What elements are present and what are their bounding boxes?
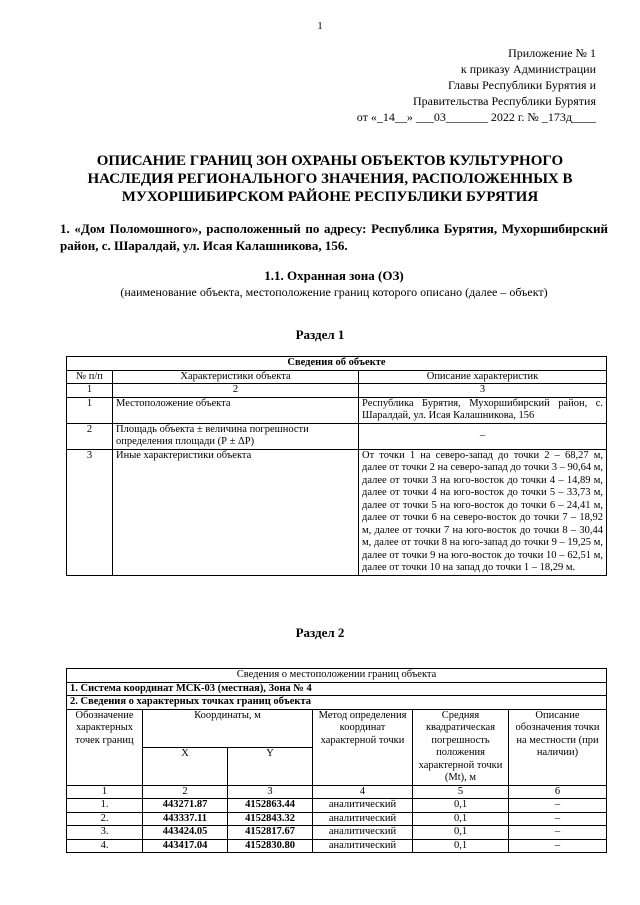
coord-y: 4152830.80 (228, 839, 313, 853)
error: 0,1 (413, 839, 509, 853)
table-row (67, 826, 607, 840)
coord-y: 4152843.32 (228, 812, 313, 826)
mark-description: – (509, 826, 607, 840)
error: 0,1 (413, 799, 509, 813)
page-number: 1 (317, 20, 323, 32)
table-row (67, 449, 607, 575)
header-cell: Описание обозначения точки на местности (при наличии) (509, 709, 607, 785)
coord-x: 443271.87 (143, 799, 228, 813)
column-number: 2 (143, 785, 228, 799)
appendix-block (357, 45, 596, 125)
mark-description: – (509, 799, 607, 813)
section2-title: Раздел 2 (295, 625, 345, 640)
zone-subtitle: (наименование объекта, местоположение границ которого описано (далее – объект) (120, 285, 548, 299)
appendix-date-line: от «_14__» ___03_______ 2022 г. № _173д____ (356, 110, 596, 124)
characteristic-name: Площадь объекта ± величина погрешности определения площади (Р ± ΔР) (113, 423, 359, 449)
point-id: 3. (67, 826, 143, 840)
method: аналитический (313, 812, 413, 826)
header-cell: Метод определения координат характерной точки (313, 709, 413, 785)
document-title: ОПИСАНИЕ ГРАНИЦ ЗОН ОХРАНЫ ОБЪЕКТОВ КУЛЬТУРНОГО НАСЛЕДИЯ РЕГИОНАЛЬНОГО ЗНАЧЕНИЯ, РАСПОЛОЖЕННЫХ В МУХОРШИБИРСКОМ РАЙОНЕ РЕСПУБЛИКИ БУРЯТИЯ (87, 153, 573, 205)
header-cell: № п/п (67, 370, 113, 384)
table-row (67, 423, 607, 449)
object-info-table (66, 356, 607, 576)
boundary-points-table (66, 668, 607, 853)
point-id: 1. (67, 799, 143, 813)
header-cell: Средняя квадратическая погрешность положения характерной точки (Mt), м (413, 709, 509, 785)
appendix-line: Главы Республики Бурятия и (448, 78, 596, 92)
characteristic-description: – (359, 423, 607, 449)
method: аналитический (313, 839, 413, 853)
error: 0,1 (413, 826, 509, 840)
coord-x: 443424.05 (143, 826, 228, 840)
header-cell: Обозначение характерных точек границ (67, 709, 143, 785)
table-title: Сведения о местоположении границ объекта (67, 669, 607, 683)
method: аналитический (313, 799, 413, 813)
header-cell: Характеристики объекта (113, 370, 359, 384)
point-id: 2. (67, 812, 143, 826)
column-number: 3 (228, 785, 313, 799)
appendix-line: Правительства Республики Бурятия (412, 94, 596, 108)
appendix-line: Приложение № 1 (508, 46, 596, 60)
table-row (67, 397, 607, 423)
characteristic-name: Местоположение объекта (113, 397, 359, 423)
row-number: 1 (67, 397, 113, 423)
mark-description: – (509, 812, 607, 826)
coord-x: 443417.04 (143, 839, 228, 853)
points-subtitle: 2. Сведения о характерных точках границ объекта (67, 696, 607, 710)
table-row (67, 839, 607, 853)
characteristic-description: От точки 1 на северо-запад до точки 2 – 68,27 м, далее от точки 2 на северо-запад до точки 3 – 90,64 м, далее от точки 3 на юго-восток до точки 4 – 14,89 м, далее от точки 4 на юго-восток до точки 5 – 33,73 м, далее от точки 5 на юго-восток до точки 6 – 24,41 м, далее от точки 6 на северо-восток до точки 7 – 18,92 м, далее от точки 7 на юго-восток до точки 8 – 30,44 м, далее от точки 8 на юго-запад до точки 9 – 19,25 м, далее от точки 9 на юго-восток до точки 10 – 62,51 м, далее от точки 10 на запад до точки 1 – 18,29 м. (359, 449, 607, 575)
section1-title: Раздел 1 (295, 327, 345, 342)
column-number: 4 (313, 785, 413, 799)
header-cell-x: X (143, 747, 228, 785)
mark-description: – (509, 839, 607, 853)
column-number: 2 (113, 384, 359, 398)
row-number: 2 (67, 423, 113, 449)
object-heading: 1. «Дом Поломошного», расположенный по адресу: Республика Бурятия, Мухоршибирский район, с. Шаралдай, ул. Исая Калашникова, 156. (60, 221, 608, 253)
table-row (67, 799, 607, 813)
header-cell: Описание характеристик (359, 370, 607, 384)
column-number: 1 (67, 785, 143, 799)
header-cell-y: Y (228, 747, 313, 785)
column-number: 3 (359, 384, 607, 398)
error: 0,1 (413, 812, 509, 826)
header-cell: Координаты, м (143, 709, 313, 747)
table-row (67, 812, 607, 826)
column-number: 1 (67, 384, 113, 398)
coord-y: 4152863.44 (228, 799, 313, 813)
row-number: 3 (67, 449, 113, 575)
characteristic-name: Иные характеристики объекта (113, 449, 359, 575)
zone-block (60, 268, 608, 300)
zone-title: 1.1. Охранная зона (ОЗ) (264, 268, 404, 283)
coord-x: 443337.11 (143, 812, 228, 826)
method: аналитический (313, 826, 413, 840)
column-number: 5 (413, 785, 509, 799)
point-id: 4. (67, 839, 143, 853)
appendix-line: к приказу Администрации (460, 62, 596, 76)
table-title: Сведения об объекте (67, 357, 607, 371)
column-number: 6 (509, 785, 607, 799)
characteristic-description: Республика Бурятия, Мухоршибирский район, с. Шаралдай, ул. Исая Калашникова, 156 (359, 397, 607, 423)
coordinate-system: 1. Система координат МСК-03 (местная), Зона № 4 (67, 682, 607, 696)
coord-y: 4152817.67 (228, 826, 313, 840)
